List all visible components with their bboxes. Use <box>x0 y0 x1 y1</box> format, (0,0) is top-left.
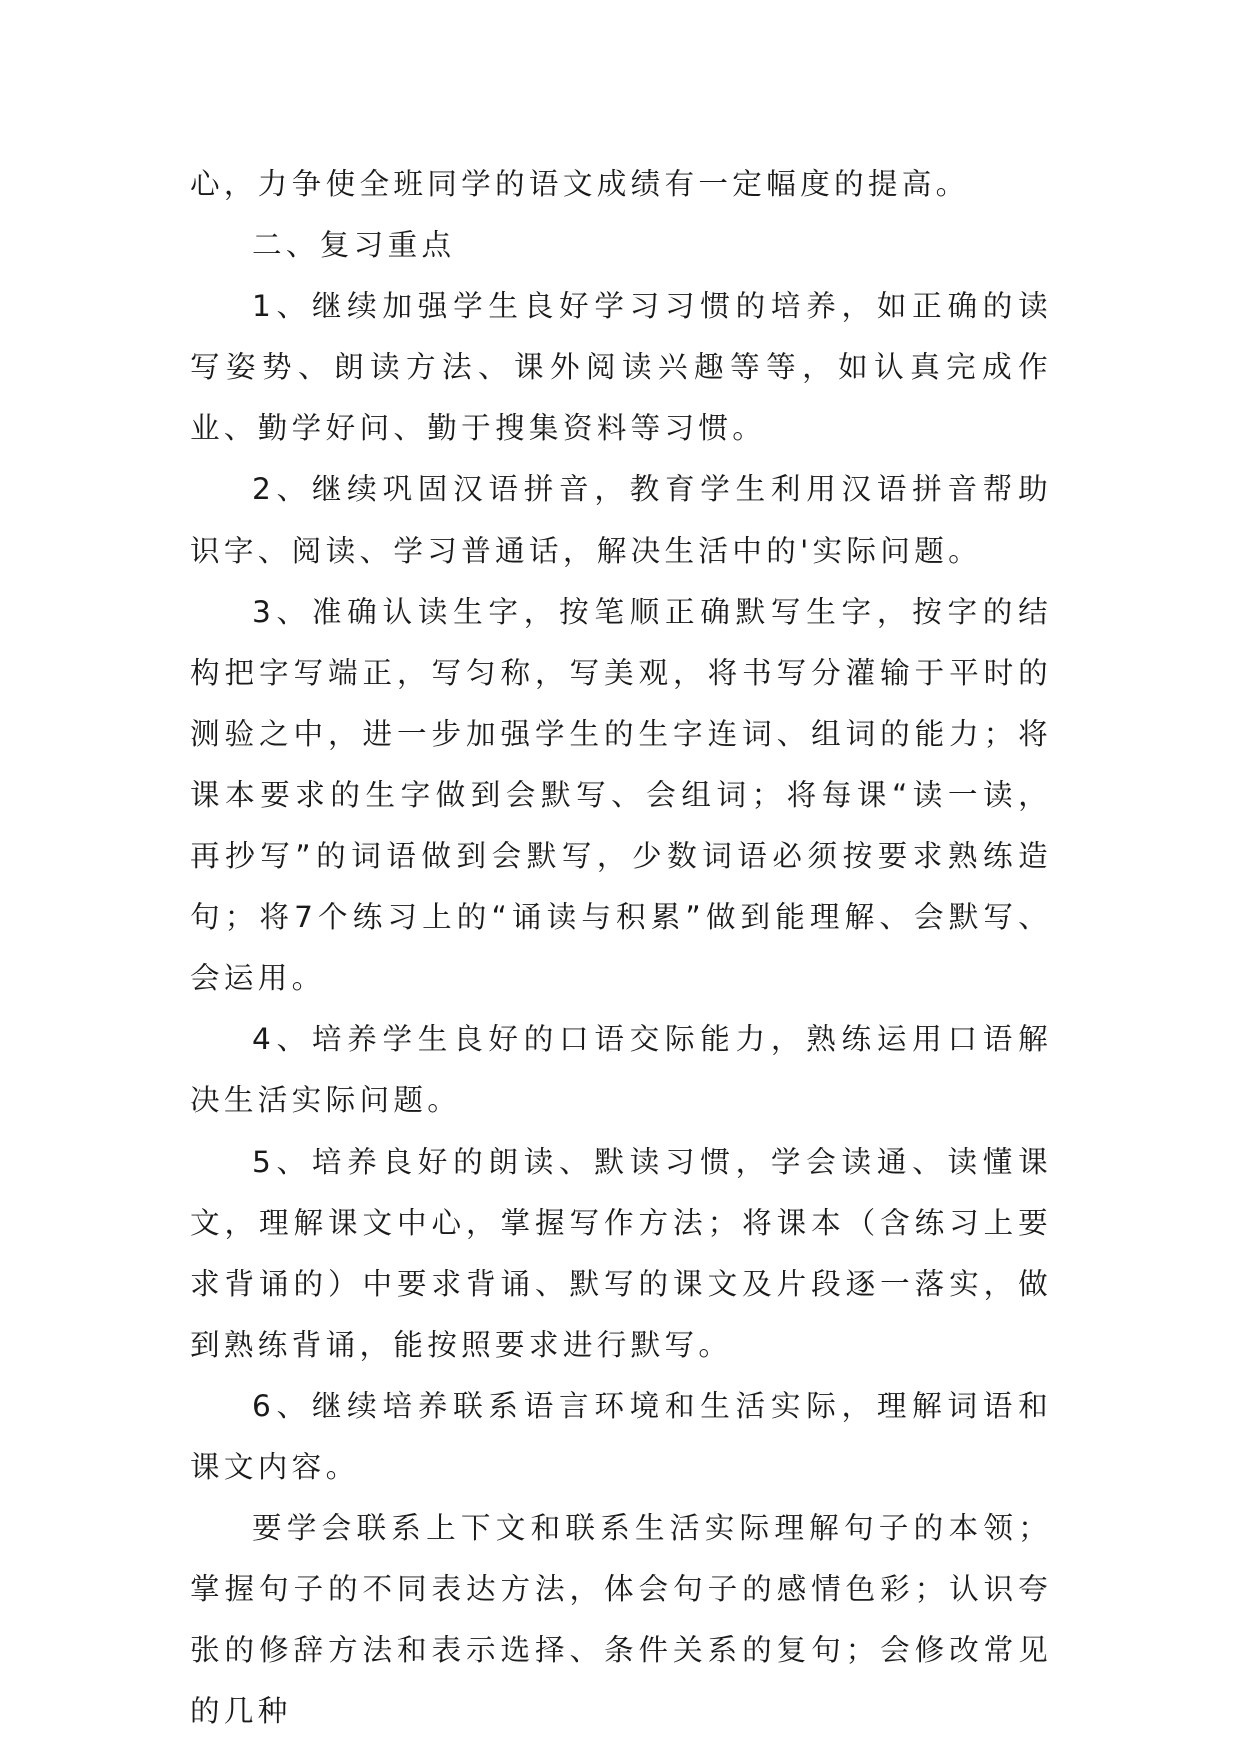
paragraph-item-2: 2、继续巩固汉语拼音，教育学生利用汉语拼音帮助识字、阅读、学习普通话，解决生活中的'实际问题。 <box>190 472 1052 568</box>
paragraph-item-5: 5、培养良好的朗读、默读习惯，学会读通、读懂课文，理解课文中心，掌握写作方法；将课本（含练习上要求背诵的）中要求背诵、默写的课文及片段逐一落实，做到熟练背诵，能按照要求进行默写。 <box>190 1144 1052 1362</box>
section-heading-review-focus: 二、复习重点 <box>252 228 456 263</box>
paragraph-intro-continuation: 心，力争使全班同学的语文成绩有一定幅度的提高。 <box>190 167 970 201</box>
paragraph-item-4: 4、培养学生良好的口语交际能力，熟练运用口语解决生活实际问题。 <box>190 1022 1052 1118</box>
paragraph-sentence-skills: 要学会联系上下文和联系生活实际理解句子的本领；掌握句子的不同表达方法，体会句子的感情色彩；认识夸张的修辞方法和表示选择、条件关系的复句；会修改常见的几种 <box>190 1511 1052 1729</box>
document-body <box>190 154 1052 1742</box>
paragraph-item-1: 1、继续加强学生良好学习习惯的培养，如正确的读写姿势、朗读方法、课外阅读兴趣等等，如认真完成作业、勤学好问、勤于搜集资料等习惯。 <box>190 289 1052 446</box>
paragraph-item-6: 6、继续培养联系语言环境和生活实际，理解词语和课文内容。 <box>190 1388 1052 1484</box>
paragraph-item-3: 3、准确认读生字，按笔顺正确默写生字，按字的结构把字写端正，写匀称，写美观，将书写分灌输于平时的测验之中，进一步加强学生的生字连词、组词的能力；将课本要求的生字做到会默写、会组词；将每课“读一读，再抄写”的词语做到会默写，少数词语必须按要求熟练造句；将7个练习上的“诵读与积累”做到能理解、会默写、会运用。 <box>190 594 1052 996</box>
